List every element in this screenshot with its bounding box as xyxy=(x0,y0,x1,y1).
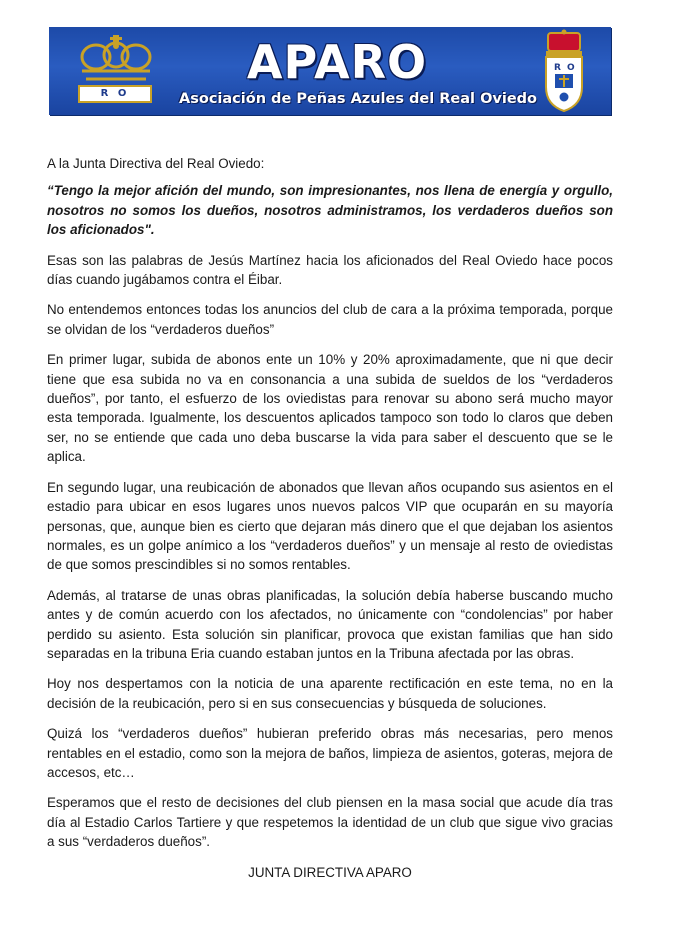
svg-text:O: O xyxy=(567,63,575,73)
letter-paragraph: Hoy nos despertamos con la noticia de una aparente rectificación en este tema, no en la decisión de la reubicación, pero si en sus consecuencias y búsqueda de soluciones. xyxy=(47,676,613,711)
letter-paragraph: Además, al tratarse de unas obras planificadas, la solución debía haberse buscando mucho antes y de común acuerdo con los afectados, no únicamente con “condolencias” por haber perdido su asiento. Esta solución sin planificar, provoca que existan familias que han sido separadas en la tribuna Eria cuando estaban juntos en la Tribuna afectada por las obras. xyxy=(47,587,613,661)
header-banner xyxy=(49,27,611,115)
left-logo-text: R O xyxy=(78,85,152,103)
letter-paragraph: Esas son las palabras de Jesús Martínez hacia los aficionados del Real Oviedo hace pocos días cuando jugábamos contra el Éibar. xyxy=(47,252,613,288)
letter-paragraph: Esperamos que el resto de decisiones del club piensen en la masa social que acude día tras día al Estadio Carlos Tartiere y que respetemos la identidad de un club que sigue vivo gracias a sus “verdaderos dueños”. xyxy=(47,795,613,850)
banner-subtitle: Asociación de Peñas Azules del Real Oviedo xyxy=(179,91,537,107)
letter-quote: “Tengo la mejor afición del mundo, son impresionantes, nos llena de energía y orgullo, nosotros no somos los dueños, nosotros administramos, los verdaderos dueños son los aficionados". xyxy=(47,183,613,238)
banner-title: APARO xyxy=(246,35,428,89)
svg-text:R: R xyxy=(554,63,561,73)
letter-paragraph: En primer lugar, subida de abonos ente un 10% y 20% aproximadamente, que ni que decir tiene que esa subida no va en consonancia a una subida de sueldos de los “verdaderos dueños”, por tanto, el esfuerzo de los oviedistas para renovar su abono será mucho mayor esta temporada. Igualmente, los descuentos aplicados tampoco son todo lo claros que deben ser, no se entiende que cada uno deba buscarse la vida para saber el descuento que se le aplica. xyxy=(47,352,613,465)
letter-paragraph: No entendemos entonces todas los anuncios del club de cara a la próxima temporada, porque se olvidan de los “verdaderos dueños” xyxy=(47,302,613,337)
real-oviedo-crest-icon xyxy=(539,29,589,113)
letter-body xyxy=(47,154,613,893)
letter-signature: JUNTA DIRECTIVA APARO xyxy=(248,864,412,880)
letter-greeting: A la Junta Directiva del Real Oviedo: xyxy=(47,156,265,171)
letter-paragraph: En segundo lugar, una reubicación de abonados que llevan años ocupando sus asientos en el estadio para ubicar en esos lugares unos nuevos palcos VIP que ocuparán en su mayoría personas, que, aunque bien es cierto que dejaran más dinero que el que dejaban los asientos normales, es un golpe anímico a los “verdaderos dueños” y un mensaje al resto de oviedistas de que somos prescindibles si no somos rentables. xyxy=(47,479,613,573)
letter-paragraph: Quizá los “verdaderos dueños” hubieran preferido obras más necesarias, pero menos rentables en el estadio, como son la mejora de baños, limpieza de asientos, goteras, mejora de accesos, etc… xyxy=(47,726,613,780)
